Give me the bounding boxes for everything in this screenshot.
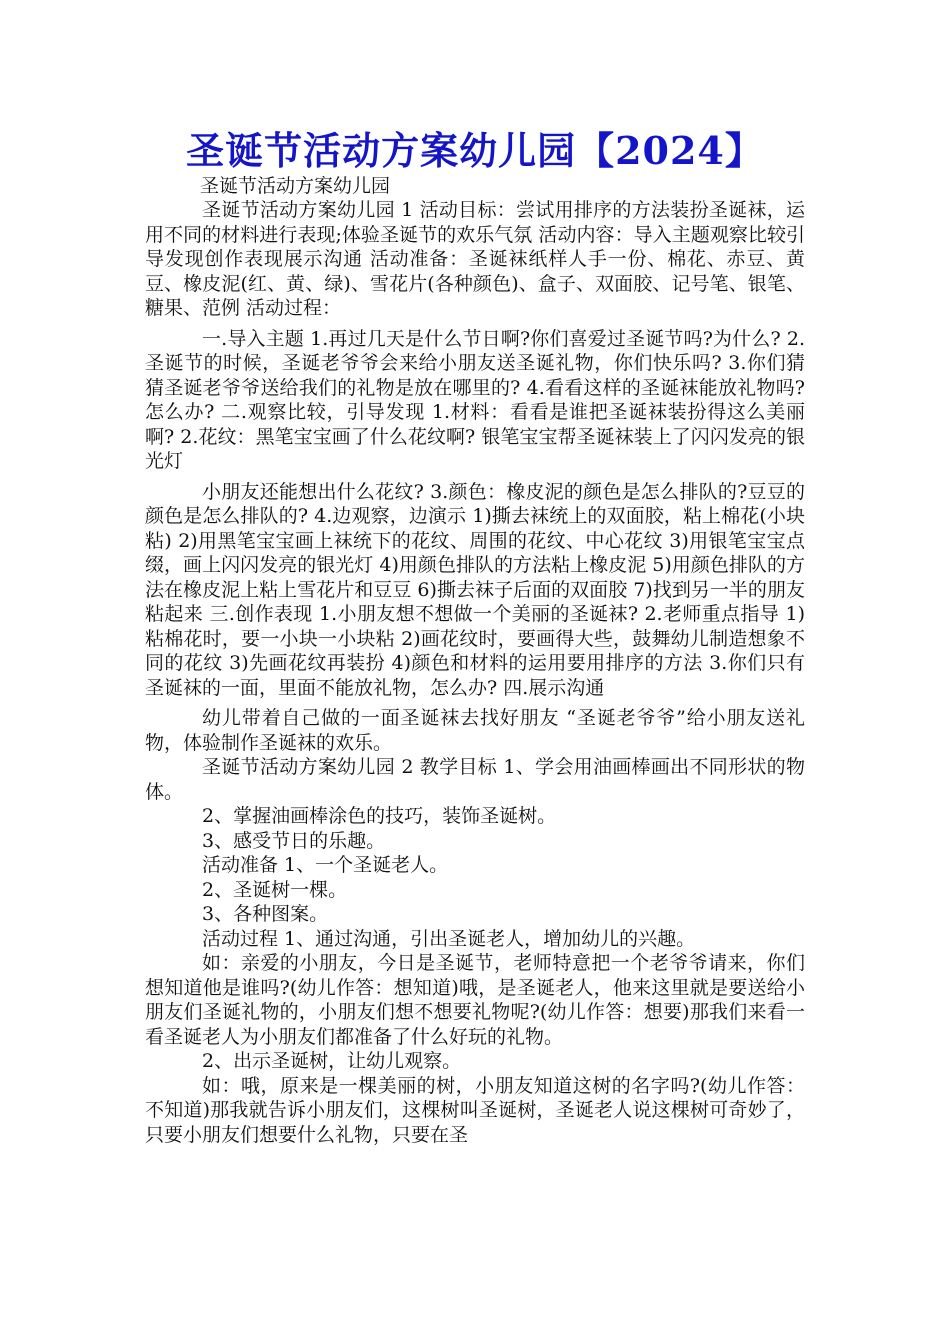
- paragraph: 小朋友还能想出什么花纹? 3.颜色：橡皮泥的颜色是怎么排队的?豆豆的颜色是怎么排队的? 4.边观察，边演示 1)撕去袜统上的双面胶，粘上棉花(小块粘) 2)用黑笔宝宝画上袜统下的花纹、周围的花纹、中心花纹 3)用银笔宝宝点缀，画上闪闪发亮的银光灯 4)用颜色排队的方法粘上橡皮泥 5)用颜色排队的方法在橡皮泥上粘上雪花片和豆豆 6)撕去袜子后面的双面胶 7)找到另一半的朋友粘起来 三.创作表现 1.小朋友想不想做一个美丽的圣诞袜? 2.老师重点指导 1)粘棉花时，要一小块一小块粘 2)画花纹时，要画得大些，鼓舞幼儿制造想象不同的花纹 3)先画花纹再装扮 4)颜色和材料的运用要用排序的方法 3.你们只有圣诞袜的一面，里面不能放礼物，怎么办? 四.展示沟通: [145, 480, 805, 699]
- document-subtitle: 圣诞节活动方案幼儿园: [200, 175, 391, 197]
- paragraph: 3、感受节日的乐趣。: [202, 829, 386, 852]
- paragraph: 如：哦，原来是一棵美丽的树，小朋友知道这树的名字吗?(幼儿作答：不知道)那我就告诉小朋友们，这棵树叫圣诞树，圣诞老人说这棵树可奇妙了，只要小朋友们想要什么礼物，只要在圣: [145, 1074, 805, 1146]
- paragraph: 活动过程 1、通过沟通，引出圣诞老人，增加幼儿的兴趣。: [202, 927, 696, 950]
- paragraph: 活动准备 1、一个圣诞老人。: [202, 854, 449, 876]
- paragraph: 2、出示圣诞树，让幼儿观察。: [202, 1050, 462, 1072]
- paragraph: 幼儿带着自己做的一面圣诞袜去找好朋友 “圣诞老爷爷”给小朋友送礼物，体验制作圣诞袜的欢乐。: [145, 707, 805, 754]
- paragraph: 3、各种图案。: [202, 903, 329, 925]
- document-body: [145, 198, 805, 1147]
- paragraph: 2、掌握油画棒涂色的技巧，装饰圣诞树。: [202, 805, 557, 827]
- paragraph: 一.导入主题 1.再过几天是什么节日啊?你们喜爱过圣诞节吗?为什么? 2.圣诞节的时候，圣诞老爷爷会来给小朋友送圣诞礼物，你们快乐吗? 3.你们猜猜圣诞老爷爷送给我们的礼物是放在哪里的? 4.看看这样的圣诞袜能放礼物吗?怎么办? 二.观察比较，引导发现 1.材料：看看是谁把圣诞袜装扮得这么美丽啊? 2.花纹：黑笔宝宝画了什么花纹啊? 银笔宝宝帮圣诞袜装上了闪闪发亮的银光灯: [145, 327, 805, 472]
- paragraph: 圣诞节活动方案幼儿园 1 活动目标：尝试用排序的方法装扮圣诞袜，运用不同的材料进行表现;体验圣诞节的欢乐气氛 活动内容：导入主题观察比较引导发现创作表现展示沟通 活动准备：圣诞袜纸样人手一份、棉花、赤豆、黄豆、橡皮泥(红、黄、绿)、雪花片(各种颜色)、盒子、双面胶、记号笔、银笔、糖果、范例 活动过程：: [145, 199, 805, 319]
- paragraph: 如：亲爱的小朋友，今日是圣诞节，老师特意把一个老爷爷请来，你们想知道他是谁吗?(幼儿作答：想知道)哦，是圣诞老人，他来这里就是要送给小朋友们圣诞礼物的，小朋友们想不想要礼物呢?(幼儿作答：想要)那我们来看一看圣诞老人为小朋友们都准备了什么好玩的礼物。: [145, 952, 805, 1048]
- paragraph: 圣诞节活动方案幼儿园 2 教学目标 1、学会用油画棒画出不同形状的物体。: [145, 756, 805, 803]
- document-title: 圣诞节活动方案幼儿园【2024】: [186, 128, 764, 173]
- paragraph: 2、圣诞树一棵。: [202, 878, 348, 901]
